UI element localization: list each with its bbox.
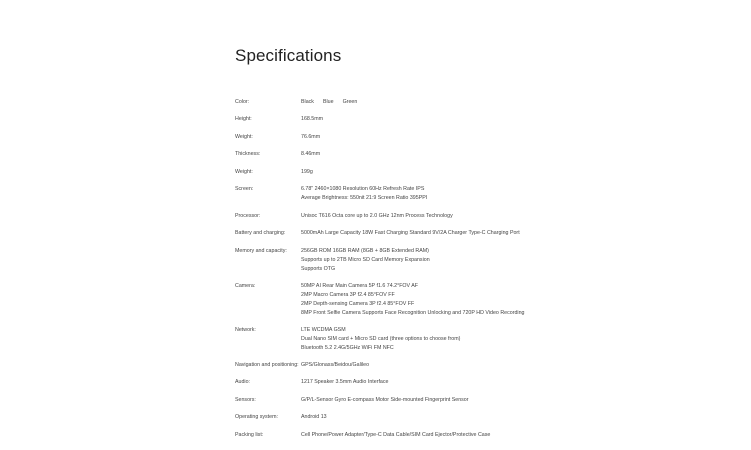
spec-value: Unisoc T616 Octa core up to 2.0 GHz 12nm Process Technology	[301, 213, 453, 219]
spec-values	[301, 247, 430, 274]
spec-label: Weight:	[235, 134, 253, 140]
spec-value: 6.78" 2460×1080 Resolution 60Hz Refresh Rate IPS	[301, 186, 425, 192]
spec-values	[301, 150, 320, 159]
spec-value: 199g	[301, 169, 313, 175]
spec-value: Android 13	[301, 414, 327, 420]
spec-value: Supports up to 2TB Micro SD Card Memory Expansion	[301, 257, 430, 263]
spec-value: 50MP AI Rear Main Camera 5P f1.6 74.2°FOV AF	[301, 283, 419, 289]
spec-value: 1217 Speaker 3.5mm Audio Interface	[301, 379, 389, 385]
spec-value: 2MP Macro Camera 3P f2.4 85°FOV FF	[301, 292, 395, 298]
spec-values	[301, 185, 427, 203]
spec-value: 8.46mm	[301, 151, 321, 157]
spec-value: Average Brightness: 550nit 21:9 Screen Ratio 395PPI	[301, 195, 428, 201]
spec-values	[301, 212, 453, 221]
spec-label: Battery and charging:	[235, 230, 286, 236]
spec-label: Camera:	[235, 283, 256, 289]
page-title: Specifications	[235, 46, 342, 65]
spec-value: 2MP Depth-sensing Camera 3P f2.4 85°FOV FF	[301, 301, 415, 307]
spec-label: Memory and capacity:	[235, 248, 287, 254]
spec-label: Sensors:	[235, 397, 256, 403]
spec-label: Navigation and positioning:	[235, 362, 299, 368]
spec-values	[301, 133, 320, 142]
spec-values	[301, 282, 524, 318]
spec-value: Dual Nano SIM card + Micro SD card (three options to choose from)	[301, 336, 461, 342]
spec-value: 5000mAh Large Capacity 18W Fast Charging Standard 9V/2A Charger Type-C Charging Port	[301, 230, 520, 236]
spec-values	[301, 326, 460, 353]
spec-value: Bluetooth 5.2 2.4G/5GHz WiFi FM NFC	[301, 345, 394, 351]
spec-value: LTE WCDMA GSM	[301, 327, 346, 333]
spec-values	[301, 378, 388, 387]
spec-value: GPS/Glonass/Beidou/Galileo	[301, 362, 370, 368]
spec-values	[301, 168, 313, 177]
spec-label: Network:	[235, 327, 256, 333]
spec-value: 8MP Front Selfie Camera Supports Face Recognition Unlocking and 720P HD Video Recording	[301, 310, 525, 316]
color-option[interactable]: Blue	[322, 99, 334, 105]
spec-value: Cell Phone/Power Adapter/Type-C Data Cable/SIM Card Ejector/Protective Case	[301, 432, 491, 438]
spec-label: Thickness:	[235, 151, 261, 157]
spec-values	[301, 431, 490, 440]
spec-label: Packing list:	[235, 432, 264, 438]
color-option[interactable]: Black	[301, 99, 314, 105]
spec-values	[301, 98, 366, 107]
spec-values	[301, 229, 520, 238]
color-option[interactable]: Green	[342, 99, 358, 105]
spec-label: Screen:	[235, 186, 254, 192]
spec-label: Processor:	[235, 213, 261, 219]
spec-label: Height:	[235, 116, 252, 122]
spec-label: Operating system:	[235, 414, 278, 420]
spec-label: Color:	[235, 99, 250, 105]
spec-label: Audio:	[235, 379, 251, 385]
spec-value: 168.5mm	[301, 116, 324, 122]
spec-values	[301, 115, 323, 124]
spec-values	[301, 396, 469, 405]
spec-values	[301, 361, 369, 370]
spec-value: Supports OTG	[301, 266, 336, 272]
spec-label: Weight:	[235, 169, 253, 175]
spec-values	[301, 413, 327, 422]
spec-value: G/P/L-Sensor Gyro E-compass Motor Side-mounted Fingerprint Sensor	[301, 397, 469, 403]
spec-value: 256GB ROM 16GB RAM (8GB + 8GB Extended RAM)	[301, 248, 429, 254]
spec-value: 76.6mm	[301, 134, 321, 140]
